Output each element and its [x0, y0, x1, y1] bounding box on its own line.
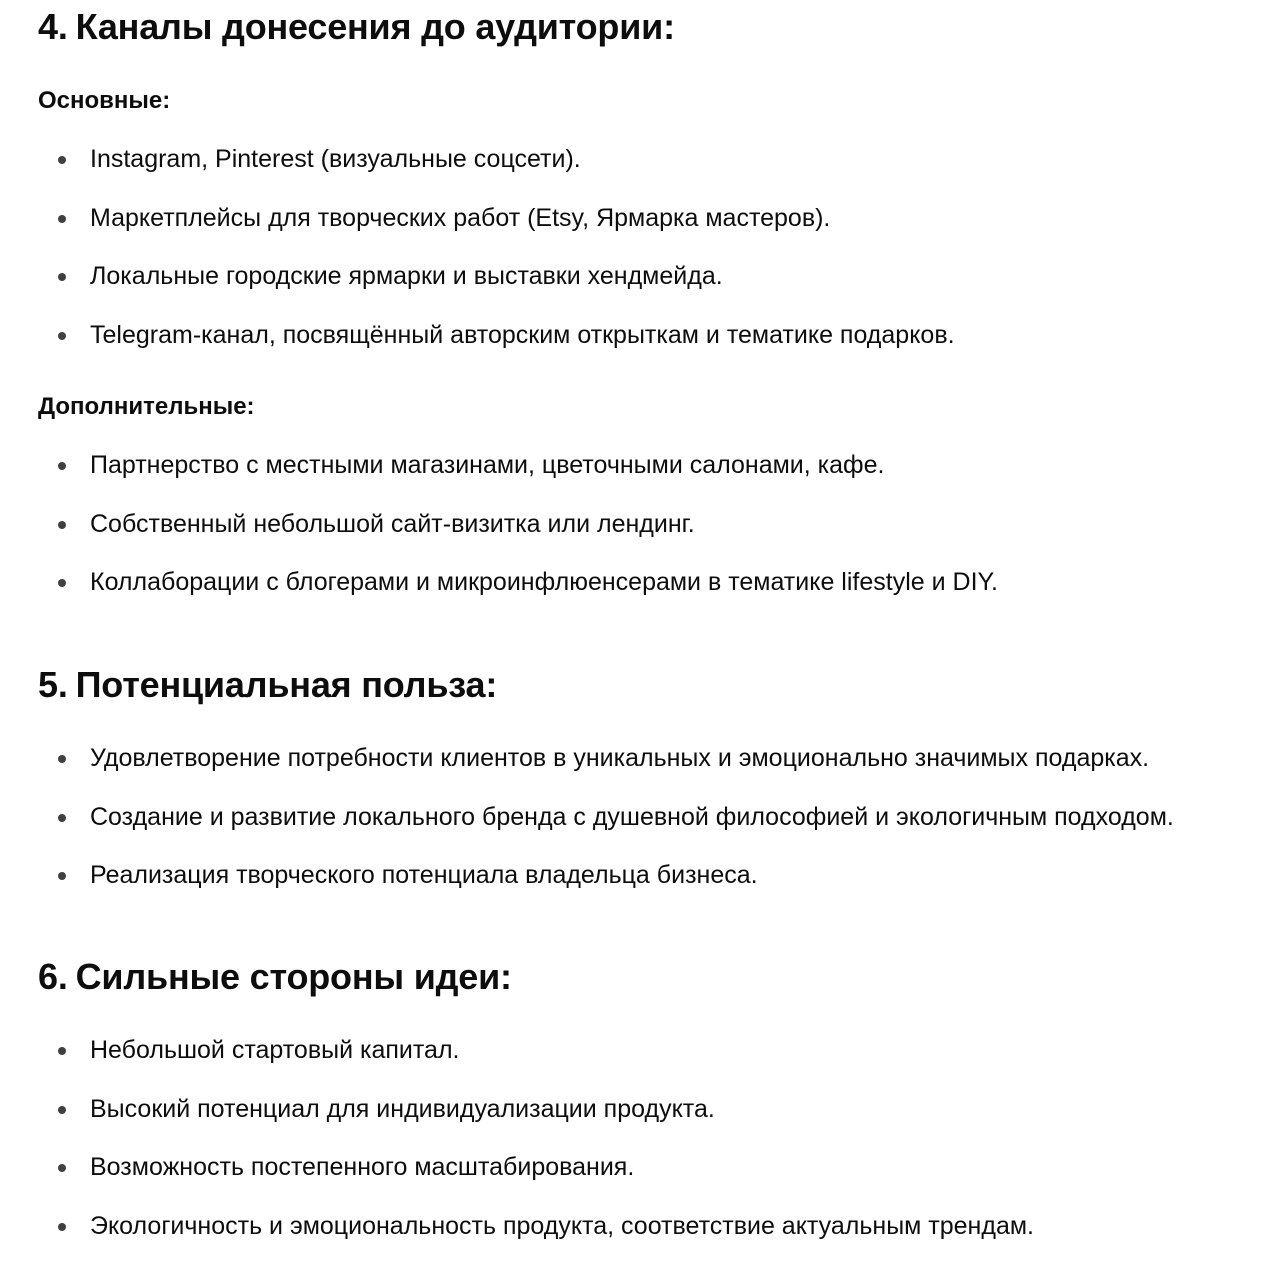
list-item-text: Возможность постепенного масштабирования.: [90, 1153, 635, 1181]
section-4-number: 4.: [38, 6, 68, 47]
list-item: [38, 1149, 1034, 1185]
list-item-text: Собственный небольшой сайт-визитка или лендинг.: [90, 509, 695, 538]
list-item: [38, 447, 998, 483]
bullet-icon: [58, 1164, 66, 1172]
bullet-icon: [58, 1047, 66, 1055]
list-item-text: Telegram-канал, посвящённый авторским открыткам и тематике подарков.: [90, 320, 955, 349]
list-item-text: Instagram, Pinterest (визуальные соцсети).: [90, 145, 581, 173]
section-4-title: Каналы донесения до аудитории:: [75, 6, 675, 47]
section-6-number: 6.: [38, 956, 68, 997]
list-item: [38, 258, 955, 294]
bullet-icon: [58, 1223, 66, 1231]
strengths-list: [38, 1032, 1034, 1244]
bullet-icon: [58, 521, 66, 529]
section-6-title: Сильные стороны идеи:: [75, 956, 512, 997]
list-item: [38, 141, 955, 177]
list-item: [38, 1032, 1034, 1068]
extra-channels-label: Дополнительные:: [38, 393, 255, 420]
bullet-icon: [58, 332, 66, 340]
list-item-text: Удовлетворение потребности клиентов в уникальных и эмоционально значимых подарках.: [90, 744, 1150, 772]
bullet-icon: [58, 273, 66, 281]
section-5-heading: [38, 658, 497, 712]
list-item-text: Экологичность и эмоциональность продукта, соответствие актуальным трендам.: [90, 1211, 1034, 1240]
bullet-icon: [58, 755, 66, 763]
section-5-number: 5.: [38, 664, 68, 705]
list-item-text: Небольшой стартовый капитал.: [90, 1036, 460, 1064]
bullet-icon: [58, 1106, 66, 1114]
bullet-icon: [58, 814, 66, 822]
list-item: [38, 1208, 1034, 1244]
extra-channels-list: [38, 447, 998, 600]
bullet-icon: [58, 462, 66, 470]
bullet-icon: [58, 872, 66, 880]
list-item-text: Реализация творческого потенциала владельца бизнеса.: [90, 861, 758, 889]
list-item-text: Создание и развитие локального бренда с душевной философией и экологичным подходом.: [90, 802, 1174, 831]
bullet-icon: [58, 579, 66, 587]
bullet-icon: [58, 215, 66, 223]
main-channels-label: Основные:: [38, 87, 171, 114]
section-4-heading: [38, 0, 675, 54]
section-6-heading: [38, 950, 512, 1004]
list-item-text: Коллаборации с блогерами и микроинфлюенсерами в тематике lifestyle и DIY.: [90, 568, 998, 596]
list-item: [38, 740, 1174, 776]
list-item: [38, 857, 1174, 893]
benefits-list: [38, 740, 1174, 893]
list-item: [38, 1091, 1034, 1127]
list-item: [38, 506, 998, 542]
list-item: [38, 564, 998, 600]
list-item: [38, 200, 955, 236]
list-item-text: Партнерство с местными магазинами, цветочными салонами, кафе.: [90, 451, 885, 479]
list-item-text: Маркетплейсы для творческих работ (Etsy, Ярмарка мастеров).: [90, 203, 831, 232]
section-5-title: Потенциальная польза:: [75, 664, 498, 705]
list-item: [38, 799, 1174, 835]
bullet-icon: [58, 156, 66, 164]
main-channels-list: [38, 141, 955, 353]
list-item: [38, 317, 955, 353]
list-item-text: Локальные городские ярмарки и выставки хендмейда.: [90, 262, 723, 290]
list-item-text: Высокий потенциал для индивидуализации продукта.: [90, 1094, 715, 1123]
